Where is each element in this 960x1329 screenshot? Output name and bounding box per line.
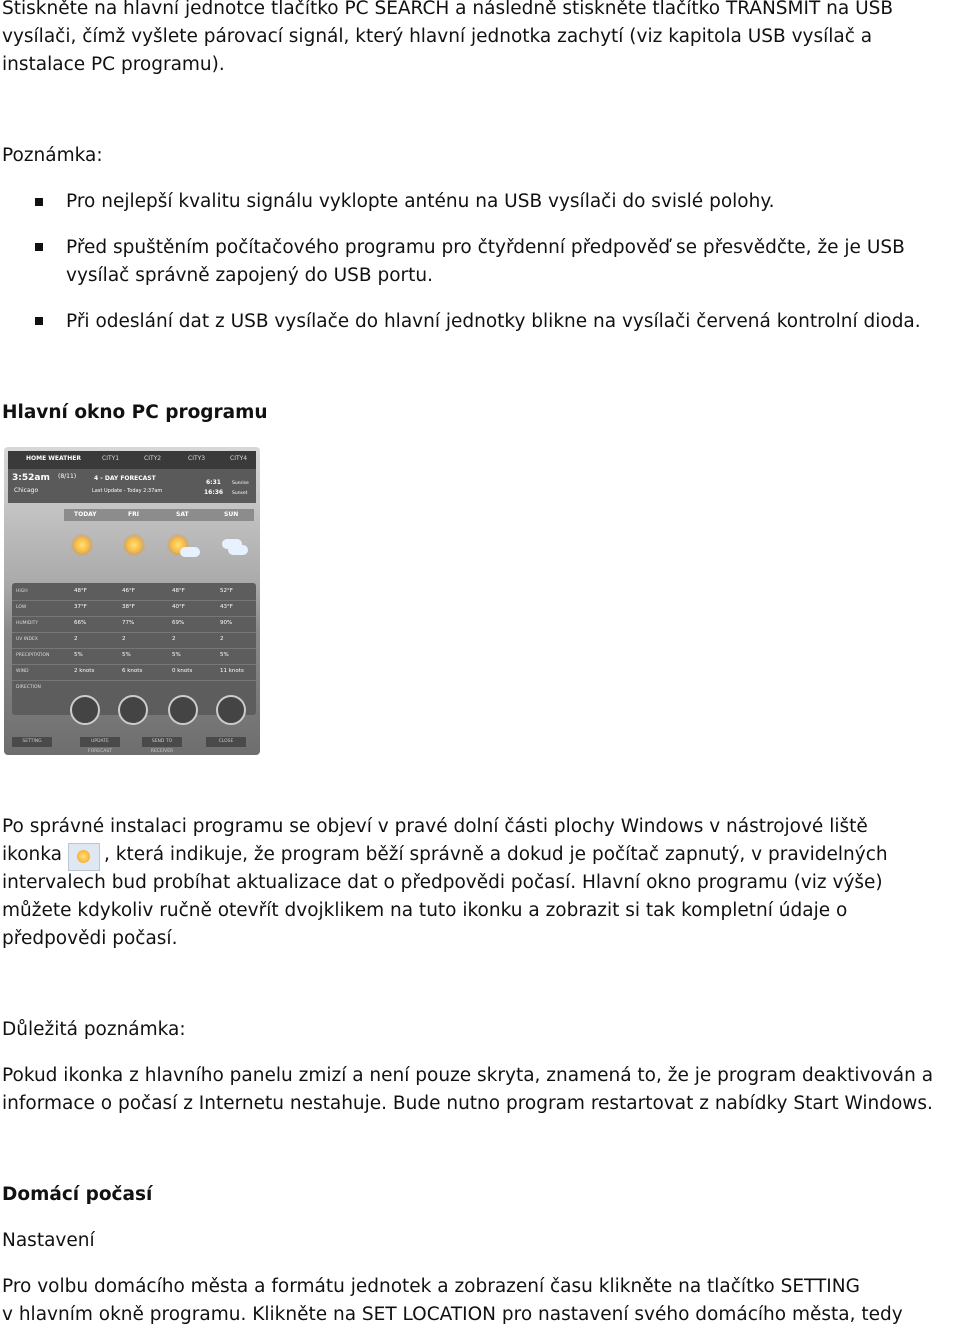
table-cell: 5%	[74, 652, 83, 658]
table-cell: 52°F	[220, 588, 233, 594]
sun-icon	[126, 537, 142, 553]
row-label: PRECIPITATION	[16, 653, 50, 658]
current-date: (8/11)	[58, 473, 77, 480]
sunrise-label: Sunrise	[232, 481, 249, 486]
table-cell: 40°F	[172, 604, 185, 610]
bullet-icon	[35, 243, 43, 251]
note-item-2: Před spuštěním počítačového programu pro čtyřdenní předpověď se přesvědčte, že je USB	[66, 237, 905, 258]
program-screenshot	[4, 447, 260, 755]
day-sat: SAT	[176, 511, 189, 518]
important-heading: Důležitá poznámka:	[2, 1019, 186, 1040]
row-label: HIGH	[16, 589, 28, 594]
table-cell: 48°F	[74, 588, 87, 594]
intro-line-2: vysílači, čímž vyšlete párovací signál, který hlavní jednotka zachytí (viz kapitola USB vysílač a	[2, 26, 873, 47]
sunset-time: 16:36	[204, 489, 224, 496]
update-forecast-button: UPDATE FORECAST	[80, 737, 120, 747]
para1-line-2-post: , která indikuje, že program běží správně a dokud je počítač zapnutý, v pravidelných	[104, 844, 888, 865]
home-line-2: v hlavním okně programu. Klikněte na SET LOCATION pro nastavení svého domácího města, tedy	[2, 1304, 903, 1325]
table-cell: 48°F	[172, 588, 185, 594]
cloud-icon	[228, 545, 248, 555]
row-divider	[12, 648, 256, 649]
bullet-icon	[35, 317, 43, 325]
important-line-1: Pokud ikonka z hlavního panelu zmizí a není pouze skryta, znamená to, že je program deaktivován a	[2, 1065, 934, 1086]
home-line-1: Pro volbu domácího města a formátu jednotek a zobrazení času klikněte na tlačítko SETTING	[2, 1276, 860, 1297]
wind-direction-dial	[168, 695, 198, 725]
table-cell: 43°F	[220, 604, 233, 610]
intro-line-3: instalace PC programu).	[2, 54, 225, 75]
wind-direction-dial	[216, 695, 246, 725]
table-cell: 2	[74, 636, 78, 642]
table-cell: 46°F	[122, 588, 135, 594]
header-panel	[8, 469, 256, 503]
table-cell: 90%	[220, 620, 233, 626]
forecast-title: 4 - DAY FORECAST	[94, 475, 156, 482]
section-heading-main-window: Hlavní okno PC programu	[2, 402, 268, 423]
tab-city2: CITY2	[144, 455, 162, 462]
table-cell: 5%	[122, 652, 131, 658]
note-heading: Poznámka:	[2, 145, 103, 166]
subheading-settings: Nastavení	[2, 1230, 95, 1251]
row-divider	[12, 616, 256, 617]
table-cell: 66%	[74, 620, 87, 626]
para1-line-5: předpovědi počasí.	[2, 928, 178, 949]
table-cell: 69%	[172, 620, 185, 626]
table-cell: 38°F	[122, 604, 135, 610]
table-cell: 2 knots	[74, 668, 95, 674]
table-cell: 0 knots	[172, 668, 193, 674]
row-label: WIND	[16, 669, 29, 674]
table-cell: 77%	[122, 620, 135, 626]
wind-direction-dial	[118, 695, 148, 725]
close-button: CLOSE	[206, 737, 246, 747]
table-cell: 5%	[172, 652, 181, 658]
para1-line-4: můžete kdykoliv ručně otevřít dvojklikem na tuto ikonku a zobrazit si tak kompletní údaje o	[2, 900, 848, 921]
row-divider	[12, 680, 256, 681]
para1-line-2-pre: ikonka	[2, 844, 62, 865]
table-cell: 37°F	[74, 604, 87, 610]
table-cell: 11 knots	[220, 668, 244, 674]
wind-direction-dial	[70, 695, 100, 725]
days-bar	[64, 509, 254, 521]
table-cell: 6 knots	[122, 668, 143, 674]
para1-line-1: Po správné instalaci programu se objeví v pravé dolní části plochy Windows v nástrojové liště	[2, 816, 868, 837]
day-fri: FRI	[128, 511, 139, 518]
table-cell: 2	[172, 636, 176, 642]
send-to-receiver-button: SEND TO RECEIVER	[142, 737, 182, 747]
table-cell: 2	[122, 636, 126, 642]
cloud-icon	[180, 547, 200, 557]
row-divider	[12, 664, 256, 665]
row-label: HUMIDITY	[16, 621, 39, 626]
table-cell: 2	[220, 636, 224, 642]
sun-icon	[77, 850, 90, 863]
day-sun: SUN	[224, 511, 239, 518]
tray-weather-icon	[68, 843, 100, 871]
row-divider	[12, 632, 256, 633]
sunset-label: Sunset	[232, 491, 248, 496]
note-item-3: Při odeslání dat z USB vysílače do hlavní jednotky blikne na vysílači červená kontrolní dioda.	[66, 311, 921, 332]
note-item-2-cont: vysílač správně zapojený do USB portu.	[66, 265, 433, 286]
row-divider	[12, 600, 256, 601]
table-cell: 5%	[220, 652, 229, 658]
para1-line-3: intervalech bud probíhat aktualizace dat o předpovědi počasí. Hlavní okno programu (viz výše)	[2, 872, 883, 893]
sunrise-time: 6:31	[206, 479, 221, 486]
setting-button: SETTING	[12, 737, 52, 747]
sun-icon	[74, 537, 90, 553]
tab-city1: CITY1	[102, 455, 120, 462]
section-heading-home-weather: Domácí počasí	[2, 1184, 153, 1205]
tab-city3: CITY3	[188, 455, 206, 462]
row-label: DIRECTION	[16, 685, 41, 690]
intro-line-1: Stiskněte na hlavní jednotce tlačítko PC SEARCH a následně stiskněte tlačítko TRANSMIT na USB	[2, 0, 894, 19]
row-label: UV INDEX	[16, 637, 38, 642]
tab-bar	[8, 451, 256, 469]
city-name: Chicago	[14, 487, 39, 494]
day-today: TODAY	[74, 511, 97, 518]
current-time: 3:52am	[12, 473, 50, 483]
tab-home-weather: HOME WEATHER	[26, 455, 82, 462]
row-label: LOW	[16, 605, 27, 610]
note-item-1: Pro nejlepší kvalitu signálu vyklopte anténu na USB vysílači do svislé polohy.	[66, 191, 775, 212]
tab-city4: CITY4	[230, 455, 248, 462]
last-update: Last Update - Today 2:37am	[92, 488, 163, 494]
bullet-icon	[35, 198, 43, 206]
important-line-2: informace o počasí z Internetu nestahuje. Bude nutno program restartovat z nabídky Start Windows.	[2, 1093, 933, 1114]
